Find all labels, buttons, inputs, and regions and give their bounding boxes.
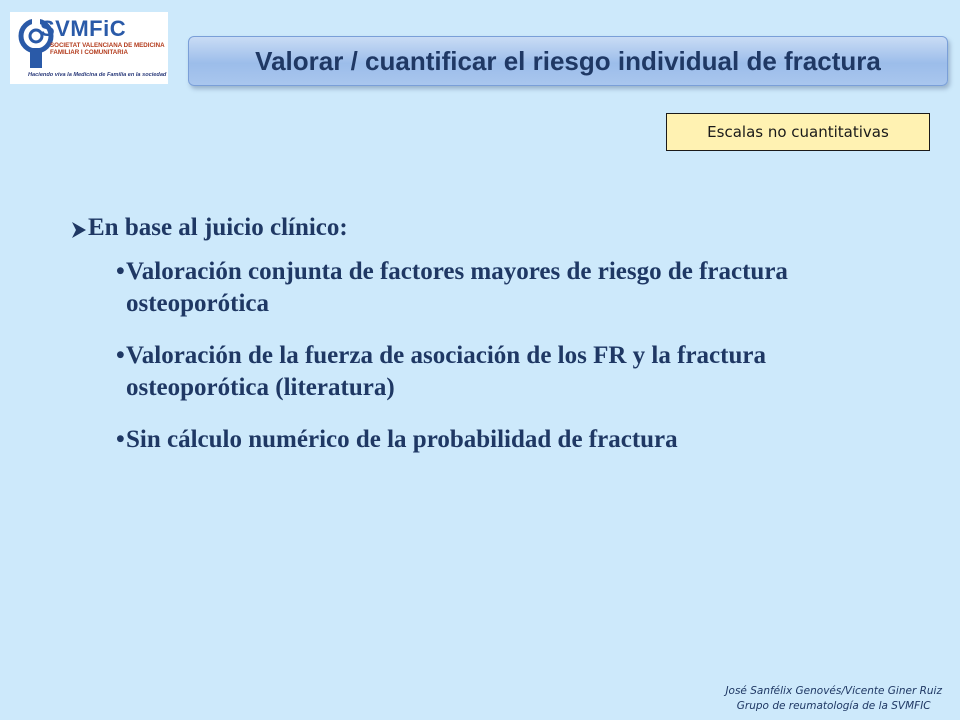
list-item xyxy=(116,256,910,320)
bullet-text: Valoración conjunta de factores mayores de riesgo de fractura osteoporótica xyxy=(126,258,788,317)
logo-name: SVMFiC xyxy=(40,16,127,41)
heading-text: En base al juicio clínico: xyxy=(88,214,348,241)
page-title: Valorar / cuantificar el riesgo individual de fractura xyxy=(255,45,881,76)
bullet-list xyxy=(70,256,910,456)
bullet-text: Valoración de la fuerza de asociación de los FR y la fractura osteoporótica (literatura) xyxy=(126,342,766,401)
logo xyxy=(10,12,168,84)
bullet-dot-icon: • xyxy=(116,342,125,369)
bullet-text: Sin cálculo numérico de la probabilidad de fractura xyxy=(126,426,678,453)
bullet-dot-icon: • xyxy=(116,258,125,285)
scale-type-label: Escalas no cuantitativas xyxy=(707,123,889,141)
content-heading xyxy=(70,214,910,242)
footer-group: Grupo de reumatología de la SVMFIC xyxy=(736,700,931,712)
list-item xyxy=(116,424,910,456)
bullet-dot-icon: • xyxy=(116,426,125,453)
title-banner xyxy=(188,36,948,86)
arrow-bullet-icon xyxy=(70,220,88,240)
logo-subtitle: SOCIETAT VALENCIANA DE MEDICINA FAMILIAR I COMUNITARIA xyxy=(50,42,165,56)
footer-credits xyxy=(725,684,942,714)
logo-tagline: Haciendo viva la Medicina de Familia en la sociedad xyxy=(28,72,167,78)
slide-content xyxy=(70,214,910,476)
list-item xyxy=(116,340,910,404)
scale-type-badge xyxy=(666,113,930,151)
footer-authors: José Sanfélix Genovés/Vicente Giner Ruiz xyxy=(725,685,942,697)
